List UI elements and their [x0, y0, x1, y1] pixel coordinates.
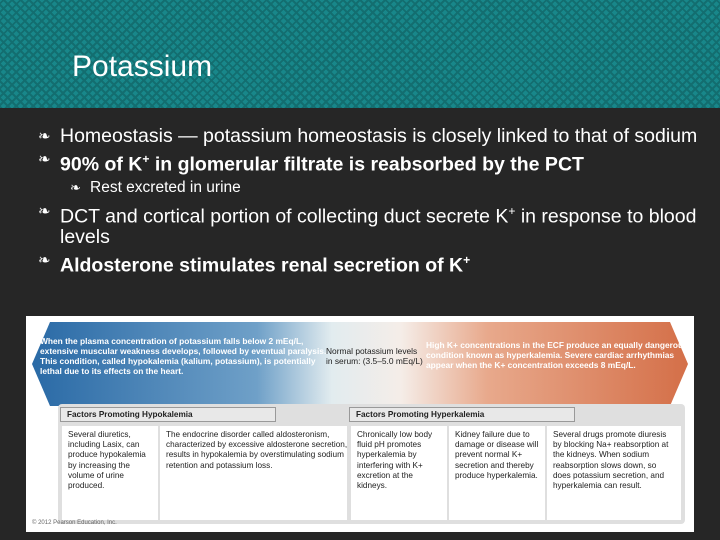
hypokalemia-factors-box — [58, 404, 358, 524]
bullet-text: Homeostasis — potassium homeostasis is closely linked to that of sodium — [60, 125, 698, 147]
hypokalemia-description: When the plasma concentration of potassium falls below 2 mEq/L, extensive muscular weakness develops, followed by eventual paralysis. This condition, called hypokalemia (kalium, potassium), is potentially lethal due to its effects on the heart. — [40, 336, 327, 376]
hypokalemia-factors-title: Factors Promoting Hypokalemia — [60, 407, 276, 422]
bullet-homeostasis — [38, 126, 708, 147]
copyright-notice: © 2012 Pearson Education, Inc. — [32, 520, 117, 526]
hyper-factor-drugs: Several drugs promote diuresis by blocking Na+ reabsorption at the kidneys. When sodium reabsorption slows down, so does potassium secretion, and hyperkalemia can result. — [547, 426, 681, 520]
bullet-text: DCT and cortical portion of collecting duct secrete K — [60, 205, 509, 227]
leaf-bullet-icon: ❧ — [38, 252, 51, 269]
bullet-text: 90% of K — [60, 153, 143, 176]
hyperkalemia-description: High K+ concentrations in the ECF produce an equally dangerous condition known as hyperkalemia. Severe cardiac arrhythmias appear when the K+ concentration exceeds 8 mEq/L. — [426, 340, 688, 370]
potassium-figure — [26, 316, 694, 532]
bullet-aldosterone — [38, 250, 708, 277]
leaf-bullet-icon: ❧ — [38, 151, 51, 168]
slide-title: Potassium — [72, 50, 213, 83]
normal-levels-label: Normal potassium levels in serum: (3.5–5.0 mEq/L) — [326, 346, 423, 366]
title-bar — [0, 0, 720, 108]
hypo-factor-diuretics: Several diuretics, including Lasix, can produce hypokalemia by increasing the volume of urine produced. — [62, 426, 158, 520]
hyperkalemia-factors-box — [347, 404, 685, 524]
hyper-factor-kidney-failure: Kidney failure due to damage or disease will prevent normal K+ secretion and thereby produce hyperkalemia. — [449, 426, 545, 520]
bullet-text: Aldosterone stimulates renal secretion of K — [60, 254, 464, 277]
bullet-superscript: + — [508, 203, 516, 218]
hyper-factor-low-ph: Chronically low body fluid pH promotes hyperkalemia by interfering with K+ excretion at the kidneys. — [351, 426, 447, 520]
bullet-superscript: + — [463, 253, 471, 267]
bullet-reabsorbed — [38, 149, 708, 176]
hypo-factor-aldosteronism: The endocrine disorder called aldosteronism, characterized by excessive aldosterone secretion, results in hypokalemia by overstimulating sodium retention and potassium loss. — [160, 426, 354, 520]
leaf-bullet-icon: ❧ — [70, 179, 81, 195]
bullet-dct-secrete — [38, 201, 708, 249]
hyperkalemia-factors-title: Factors Promoting Hyperkalemia — [349, 407, 575, 422]
leaf-bullet-icon: ❧ — [38, 128, 51, 145]
bullet-superscript: + — [142, 152, 150, 166]
bullet-text: in response to blood levels — [60, 205, 697, 248]
leaf-bullet-icon: ❧ — [38, 202, 51, 220]
bullet-rest-excreted — [70, 178, 708, 197]
bullet-list — [38, 126, 708, 279]
bullet-text: in glomerular filtrate is reabsorbed by the PCT — [149, 153, 584, 176]
bullet-text: Rest excreted in urine — [90, 178, 241, 196]
